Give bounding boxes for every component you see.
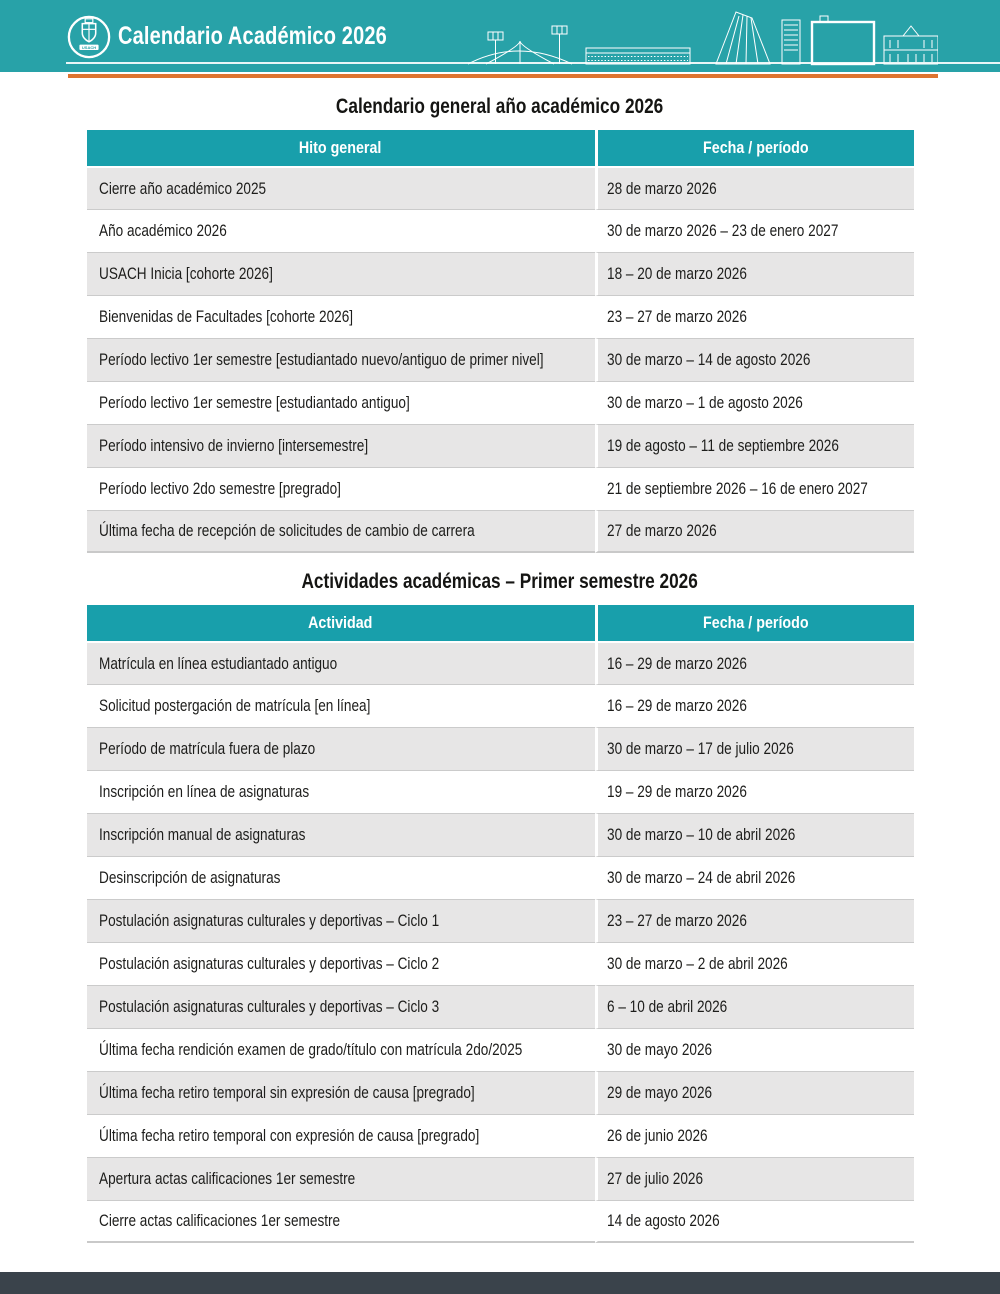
activity-cell: Postulación asignaturas culturales y deportivas – Ciclo 3 <box>87 985 595 1028</box>
date-cell: 30 de marzo – 10 de abril 2026 <box>595 813 914 856</box>
activity-cell: Última fecha de recepción de solicitudes de cambio de carrera <box>87 510 595 553</box>
column-header-fecha-periodo: Fecha / período <box>595 130 914 166</box>
activity-cell: Postulación asignaturas culturales y deportivas – Ciclo 2 <box>87 942 595 985</box>
date-cell: 14 de agosto 2026 <box>595 1200 914 1243</box>
activity-cell: Desinscripción de asignaturas <box>87 856 595 899</box>
campus-skyline-icon <box>468 8 938 66</box>
date-cell: 19 – 29 de marzo 2026 <box>595 770 914 813</box>
column-header-hito-general: Hito general <box>87 130 595 166</box>
table-row <box>87 381 914 424</box>
table-row <box>87 252 914 295</box>
date-cell: 23 – 27 de marzo 2026 <box>595 899 914 942</box>
activity-cell: Período lectivo 1er semestre [estudiantado nuevo/antiguo de primer nivel] <box>87 338 595 381</box>
usach-logo-icon <box>66 14 112 60</box>
date-cell: 29 de mayo 2026 <box>595 1071 914 1114</box>
table-row <box>87 770 914 813</box>
first-semester-activities-table <box>87 605 914 1243</box>
table-row <box>87 641 914 684</box>
date-cell: 30 de marzo 2026 – 23 de enero 2027 <box>595 209 914 252</box>
skyline-baseline <box>66 62 1000 64</box>
table-header-row <box>87 130 914 166</box>
date-cell: 30 de marzo – 17 de julio 2026 <box>595 727 914 770</box>
date-cell: 26 de junio 2026 <box>595 1114 914 1157</box>
column-header-fecha-periodo: Fecha / período <box>595 605 914 641</box>
table-body <box>87 641 914 1243</box>
activity-cell: Inscripción manual de asignaturas <box>87 813 595 856</box>
table-header-row <box>87 605 914 641</box>
table-row <box>87 510 914 553</box>
date-cell: 28 de marzo 2026 <box>595 166 914 209</box>
table-row <box>87 942 914 985</box>
table-body <box>87 166 914 553</box>
table-row <box>87 467 914 510</box>
activity-cell: Bienvenidas de Facultades [cohorte 2026] <box>87 295 595 338</box>
activity-cell: Última fecha retiro temporal con expresión de causa [pregrado] <box>87 1114 595 1157</box>
activity-cell: Período lectivo 2do semestre [pregrado] <box>87 467 595 510</box>
general-calendar-table <box>87 130 914 553</box>
table-row <box>87 684 914 727</box>
table-row <box>87 1114 914 1157</box>
date-cell: 6 – 10 de abril 2026 <box>595 985 914 1028</box>
table-row <box>87 424 914 467</box>
header-bar <box>0 0 1000 72</box>
section2-title: Actividades académicas – Primer semestre 2026 <box>301 570 699 593</box>
orange-divider <box>68 74 938 78</box>
table-row <box>87 899 914 942</box>
section1-title: Calendario general año académico 2026 <box>336 95 664 118</box>
date-cell: 19 de agosto – 11 de septiembre 2026 <box>595 424 914 467</box>
date-cell: 30 de marzo – 1 de agosto 2026 <box>595 381 914 424</box>
activity-cell: USACH Inicia [cohorte 2026] <box>87 252 595 295</box>
date-cell: 30 de marzo – 2 de abril 2026 <box>595 942 914 985</box>
date-cell: 18 – 20 de marzo 2026 <box>595 252 914 295</box>
svg-text:USACH: USACH <box>81 45 97 51</box>
activity-cell: Última fecha rendición examen de grado/título con matrícula 2do/2025 <box>87 1028 595 1071</box>
activity-cell: Período de matrícula fuera de plazo <box>87 727 595 770</box>
activity-cell: Período lectivo 1er semestre [estudiantado antiguo] <box>87 381 595 424</box>
activity-cell: Apertura actas calificaciones 1er semestre <box>87 1157 595 1200</box>
activity-cell: Cierre año académico 2025 <box>87 166 595 209</box>
date-cell: 30 de marzo – 24 de abril 2026 <box>595 856 914 899</box>
table-row <box>87 1071 914 1114</box>
table-row <box>87 1157 914 1200</box>
table-row <box>87 985 914 1028</box>
activity-cell: Última fecha retiro temporal sin expresión de causa [pregrado] <box>87 1071 595 1114</box>
activity-cell: Año académico 2026 <box>87 209 595 252</box>
date-cell: 16 – 29 de marzo 2026 <box>595 641 914 684</box>
column-header-actividad: Actividad <box>87 605 595 641</box>
table-row <box>87 813 914 856</box>
page-title: Calendario Académico 2026 <box>118 22 387 50</box>
activity-cell: Matrícula en línea estudiantado antiguo <box>87 641 595 684</box>
table-row <box>87 1200 914 1243</box>
table-row <box>87 166 914 209</box>
activity-cell: Solicitud postergación de matrícula [en línea] <box>87 684 595 727</box>
date-cell: 30 de mayo 2026 <box>595 1028 914 1071</box>
activity-cell: Postulación asignaturas culturales y deportivas – Ciclo 1 <box>87 899 595 942</box>
date-cell: 30 de marzo – 14 de agosto 2026 <box>595 338 914 381</box>
table-row <box>87 1028 914 1071</box>
date-cell: 16 – 29 de marzo 2026 <box>595 684 914 727</box>
table-row <box>87 338 914 381</box>
table-row <box>87 727 914 770</box>
table-row <box>87 295 914 338</box>
date-cell: 23 – 27 de marzo 2026 <box>595 295 914 338</box>
table-row <box>87 856 914 899</box>
date-cell: 21 de septiembre 2026 – 16 de enero 2027 <box>595 467 914 510</box>
table-row <box>87 209 914 252</box>
date-cell: 27 de marzo 2026 <box>595 510 914 553</box>
date-cell: 27 de julio 2026 <box>595 1157 914 1200</box>
activity-cell: Inscripción en línea de asignaturas <box>87 770 595 813</box>
activity-cell: Período intensivo de invierno [intersemestre] <box>87 424 595 467</box>
activity-cell: Cierre actas calificaciones 1er semestre <box>87 1200 595 1243</box>
footer-bar <box>0 1272 1000 1294</box>
